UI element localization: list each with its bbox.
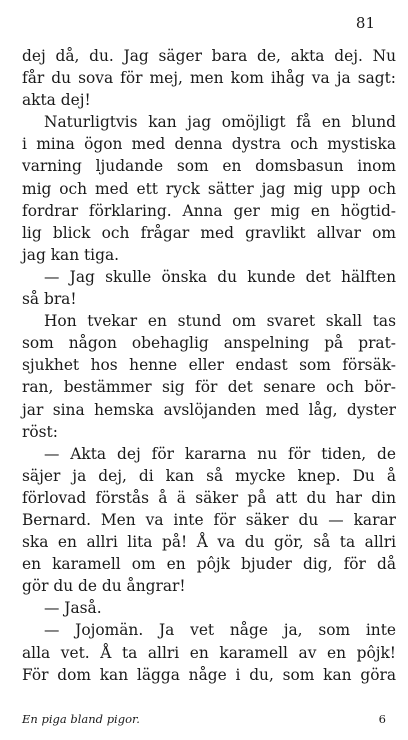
text-line: gör du de du ångrar! [22, 577, 186, 596]
text-line: i mina ögon med denna dystra och mystiska [22, 135, 396, 154]
text-line: alla vet. Å ta allri en karamell av en pôjk! [22, 643, 396, 662]
text-line: — Akta dej för kararna nu för tiden, de [44, 444, 396, 463]
text-line: — Jag skulle önska du kunde det hälften [44, 267, 396, 286]
text-line: fordrar förklaring. Anna ger mig en högtid- [22, 201, 396, 220]
text-line: jar sina hemska avslöjanden med låg, dyster [22, 400, 396, 419]
text-line: Naturligtvis kan jag omöjligt få en blund [44, 113, 396, 132]
text-line: ska en allri lita på! Å va du gör, så ta allri [22, 533, 396, 552]
text-line: akta dej! [22, 91, 91, 110]
text-line: lig blick och frågar med gravlikt allvar om [22, 223, 396, 242]
text-line: — Jaså. [44, 599, 102, 618]
text-line: så bra! [22, 290, 77, 309]
text-line: får du sova för mej, men kom ihåg va ja sagt: [22, 69, 396, 88]
text-line: ran, bestämmer sig för det senare och bör- [22, 378, 396, 397]
text-line: — Jojomän. Ja vet någe ja, som inte [44, 621, 396, 640]
text-line: röst: [22, 422, 58, 441]
text-line: sjukhet hos henne eller endast som försäk- [22, 356, 396, 375]
text-line: förlovad förstås å ä säker på att du har din [22, 488, 396, 507]
signature-mark: 6 [378, 712, 386, 726]
text-line: en karamell om en pôjk bjuder dig, för då [22, 555, 396, 574]
text-line: För dom kan lägga någe i du, som kan göra [22, 665, 396, 684]
text-line: Hon tvekar en stund om svaret skall tas [44, 312, 396, 331]
running-title: En piga bland pigor. [22, 712, 140, 726]
text-line: jag kan tiga. [22, 245, 120, 264]
text-line: mig och med ett ryck sätter jag mig upp och [22, 179, 396, 198]
text-line: säjer ja dej, di kan så mycke knep. Du å [22, 466, 396, 485]
text-line: dej då, du. Jag säger bara de, akta dej. Nu [22, 47, 396, 65]
text-line: Bernard. Men va inte för säker du — karar [22, 510, 396, 529]
page-number: 81 [355, 14, 375, 32]
page-footer [22, 712, 386, 726]
body-text [22, 45, 396, 686]
text-line: som någon obehaglig anspelning på prat- [22, 334, 396, 353]
text-line: varning ljudande som en domsbasun inom [22, 157, 396, 176]
